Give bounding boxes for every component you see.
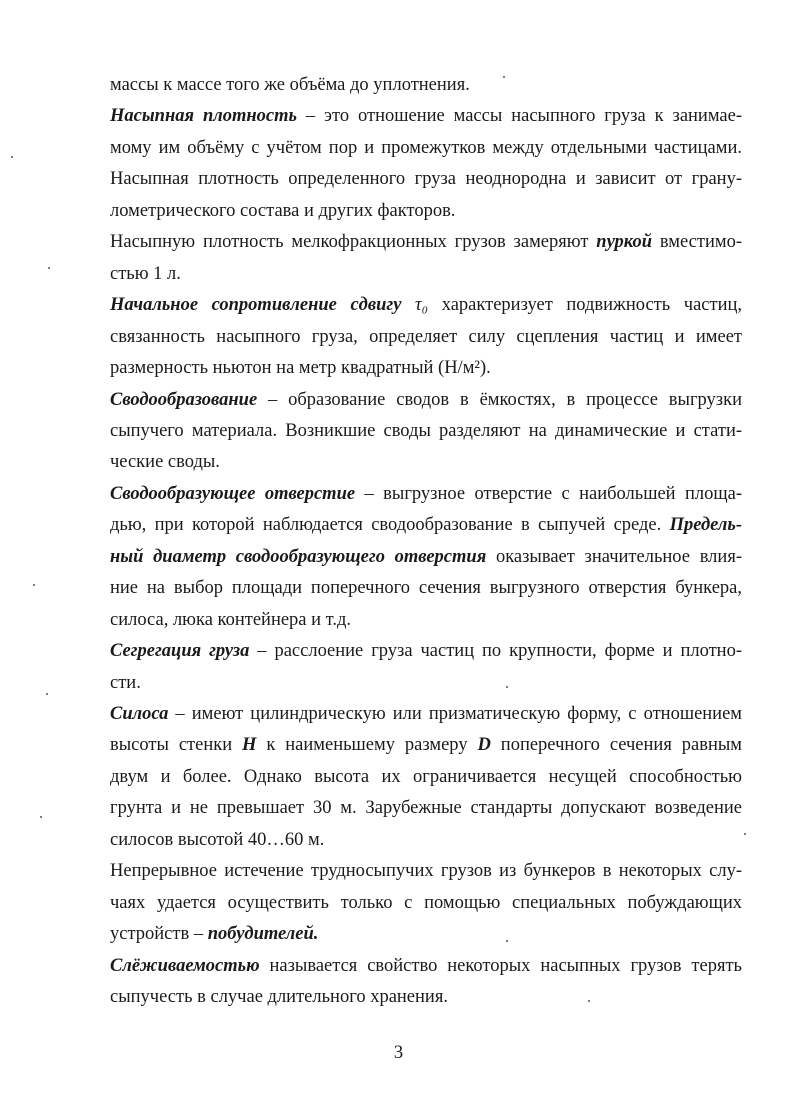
text-line bbox=[110, 982, 742, 1013]
line-text: – выгрузное отверстие с наибольшей площа- bbox=[355, 483, 742, 504]
scan-speck bbox=[46, 693, 48, 695]
line-text: дью, при которой наблюдается сводообразование в сыпучей среде. bbox=[110, 515, 670, 536]
term-text: побудителей. bbox=[207, 924, 319, 945]
text-line bbox=[110, 227, 742, 258]
text-line bbox=[110, 793, 742, 824]
text-line bbox=[110, 510, 742, 541]
text-line bbox=[110, 605, 742, 636]
text-line bbox=[110, 479, 742, 510]
text-line bbox=[110, 164, 742, 195]
line-text: сти. bbox=[110, 672, 141, 693]
line-text: размерность ньютон на метр квадратный (Н/м²). bbox=[110, 358, 491, 379]
line-text: Непрерывное истечение трудносыпучих грузов из бункеров в некоторых слу- bbox=[110, 861, 742, 882]
text-line bbox=[110, 825, 742, 856]
line-text: τ₀ bbox=[415, 295, 429, 316]
text-line bbox=[110, 919, 742, 950]
line-text: чаях удается осуществить только с помощью специальных побуждающих bbox=[110, 892, 742, 913]
line-text: сыпучесть в случае длительного хранения. bbox=[110, 987, 448, 1008]
line-text: сыпучего материала. Возникшие своды разделяют на динамические и стати- bbox=[110, 420, 742, 441]
line-text: называется свойство некоторых насыпных грузов терять bbox=[259, 955, 742, 976]
scan-speck bbox=[503, 76, 505, 78]
term-text: Насыпная плотность bbox=[110, 106, 297, 127]
scan-speck bbox=[11, 156, 13, 158]
text-line bbox=[110, 290, 742, 321]
text-line bbox=[110, 416, 742, 447]
text-line bbox=[110, 133, 742, 164]
line-text: – имеют цилиндрическую или призматическую форму, с отношением bbox=[168, 704, 742, 724]
line-text: силоса, люка контейнера и т.д. bbox=[110, 609, 352, 630]
line-text: Насыпная плотность определенного груза неоднородна и зависит от грану- bbox=[110, 169, 742, 190]
term-text: Силоса bbox=[110, 704, 169, 724]
line-text: мому им объёму с учётом пор и промежутков между отдельными частицами. bbox=[110, 137, 742, 158]
page-number: 3 bbox=[393, 1043, 404, 1063]
text-line bbox=[110, 636, 742, 667]
line-text: связанность насыпного груза, определяет силу сцепления частиц и имеет bbox=[110, 326, 742, 347]
scan-speck bbox=[48, 267, 50, 269]
line-text: – образование сводов в ёмкостях, в процессе выгрузки bbox=[257, 389, 742, 410]
term-text: Сегрегация груза bbox=[110, 641, 250, 662]
line-text: устройств – bbox=[110, 924, 208, 945]
line-text: стью 1 л. bbox=[110, 263, 181, 284]
line-text: двум и более. Однако высота их ограничивается несущей способностью bbox=[110, 766, 742, 787]
text-line bbox=[110, 447, 742, 478]
line-text: массы к массе того же объёма до уплотнения. bbox=[110, 75, 470, 95]
term-text: H bbox=[242, 735, 257, 756]
scan-speck bbox=[33, 584, 35, 586]
scan-speck bbox=[588, 1000, 590, 1002]
scan-speck bbox=[506, 940, 508, 942]
line-text: высоты стенки bbox=[110, 735, 243, 756]
term-text: D bbox=[477, 735, 491, 756]
term-text: Начальное сопротивление сдвигу bbox=[110, 295, 402, 316]
term-text: Сводообразующее отверстие bbox=[110, 483, 356, 504]
line-text: – это отношение массы насыпного груза к занимае- bbox=[296, 106, 742, 127]
text-line bbox=[110, 353, 742, 384]
text-line bbox=[110, 542, 742, 573]
text-line bbox=[110, 730, 742, 761]
text-line bbox=[110, 762, 742, 793]
text-line bbox=[110, 385, 742, 416]
line-text: оказывает значительное влия- bbox=[486, 546, 742, 567]
term-text: Слёживаемостью bbox=[110, 955, 260, 976]
line-text bbox=[401, 295, 415, 315]
line-text: грунта и не превышает 30 м. Зарубежные стандарты допускают возведение bbox=[110, 798, 742, 819]
text-line bbox=[110, 668, 742, 699]
line-text: Насыпную плотность мелкофракционных грузов замеряют bbox=[110, 232, 597, 253]
line-text: ческие своды. bbox=[110, 452, 220, 473]
term-text: Предель- bbox=[669, 515, 742, 536]
line-text: – расслоение груза частиц по крупности, форме и плотно- bbox=[249, 641, 742, 662]
scan-speck bbox=[744, 833, 746, 835]
text-line bbox=[110, 259, 742, 290]
text-line bbox=[110, 101, 742, 132]
text-line bbox=[110, 196, 742, 227]
term-text: ный диаметр сводообразующего отверстия bbox=[110, 546, 487, 567]
text-line bbox=[110, 856, 742, 887]
line-text: лометрического состава и других факторов. bbox=[110, 200, 456, 221]
text-line bbox=[110, 699, 742, 730]
text-line bbox=[110, 888, 742, 919]
term-text: пуркой bbox=[596, 232, 652, 253]
text-line bbox=[110, 573, 742, 604]
term-text: Сводообразование bbox=[110, 389, 258, 410]
line-text: ние на выбор площади поперечного сечения выгрузного отверстия бункера, bbox=[110, 578, 742, 599]
text-line bbox=[110, 951, 742, 982]
text-line bbox=[110, 70, 742, 101]
line-text: вместимо- bbox=[652, 232, 742, 253]
scan-speck bbox=[40, 816, 42, 818]
line-text: характеризует подвижность частиц, bbox=[428, 295, 743, 316]
line-text: поперечного сечения равным bbox=[490, 735, 742, 756]
text-line bbox=[110, 322, 742, 353]
scan-speck bbox=[506, 686, 508, 688]
line-text: к наименьшему размеру bbox=[256, 735, 478, 756]
line-text: силосов высотой 40…60 м. bbox=[110, 829, 325, 850]
